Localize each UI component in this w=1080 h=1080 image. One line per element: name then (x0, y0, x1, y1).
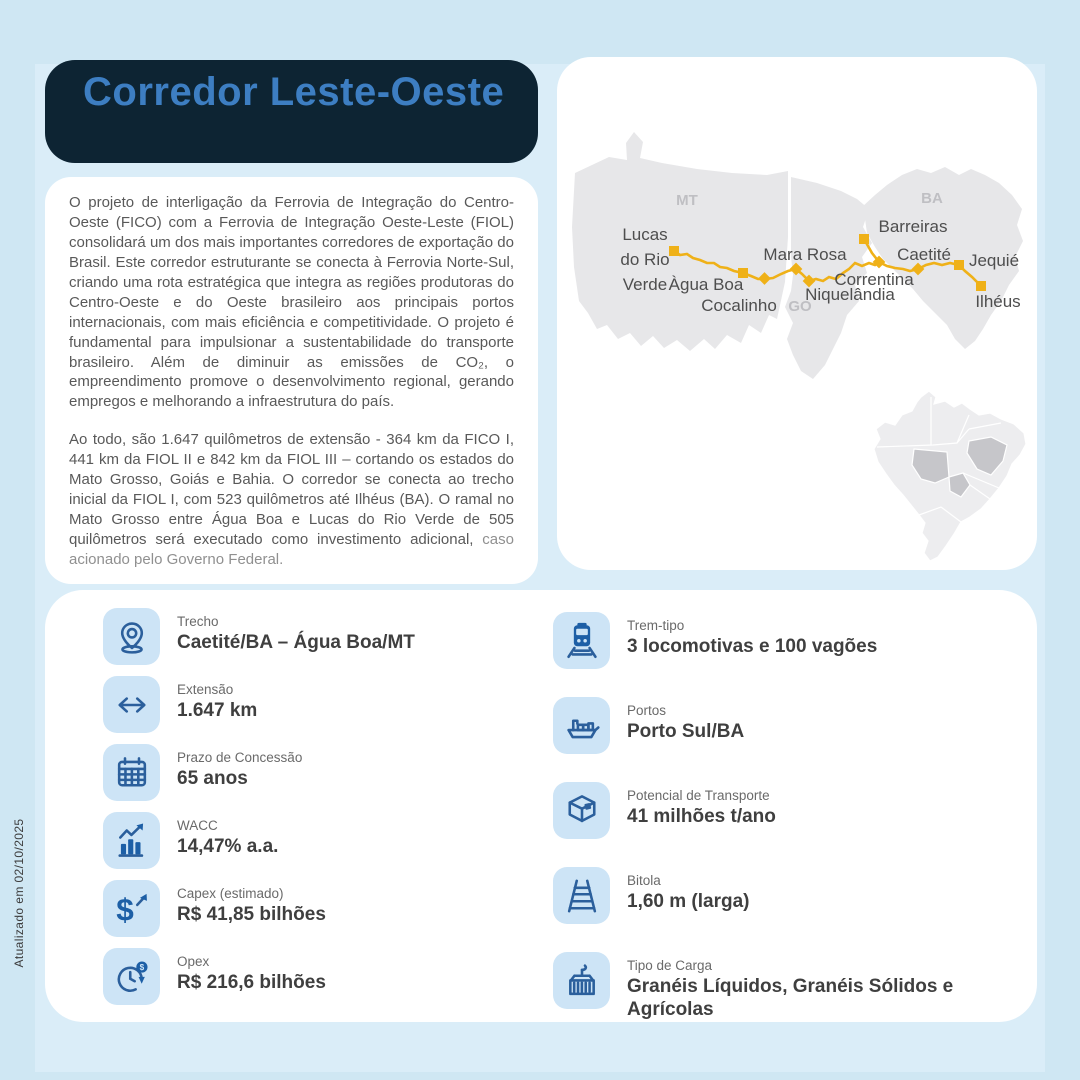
city-label-lucas-3: Verde (622, 275, 668, 294)
stat-row-potencial (553, 782, 957, 839)
stat-label: Capex (estimado) (177, 886, 284, 901)
clock-dollar-icon (103, 948, 160, 1005)
stat-label: Trem-tipo (627, 618, 685, 633)
page-title: Corredor Leste-Oeste (83, 70, 505, 114)
route-marker (976, 281, 986, 291)
city-label-barreiras: Barreiras (878, 217, 948, 236)
svg-text:$: $ (115, 891, 134, 928)
stats-column-left (103, 608, 415, 1005)
container-crane-icon (553, 952, 610, 1009)
stat-row-trem-tipo (553, 612, 957, 669)
city-label-ilheus: Ilhéus (975, 292, 1021, 311)
updated-date-label: Atualizado em 02/10/2025 (12, 818, 26, 968)
stat-value: 41 milhões t/ano (627, 806, 776, 827)
stat-value: R$ 41,85 bilhões (177, 904, 326, 925)
stat-row-portos (553, 697, 957, 754)
stat-value: 1,60 m (larga) (627, 891, 750, 912)
stat-row-prazo (103, 744, 415, 801)
stat-value: Porto Sul/BA (627, 721, 745, 742)
stat-value: Caetité/BA – Água Boa/MT (177, 632, 415, 653)
stat-row-opex (103, 948, 415, 1005)
rail-track-icon (553, 867, 610, 924)
state-label-ba: BA (921, 190, 943, 207)
location-pin-icon (103, 608, 160, 665)
stat-label: Bitola (627, 873, 661, 888)
stat-label: Trecho (177, 614, 219, 629)
city-label-niquelandia: Niquelândia (805, 285, 895, 304)
stat-row-wacc (103, 812, 415, 869)
stat-label: Prazo de Concessão (177, 750, 303, 765)
route-marker (954, 260, 964, 270)
stat-value: 14,47% a.a. (177, 836, 279, 857)
city-label-caetite: Caetité (897, 245, 951, 264)
train-icon (553, 612, 610, 669)
package-box-icon (553, 782, 610, 839)
state-label-mt: MT (676, 192, 698, 209)
description-paragraph-2-main: Ao todo, são 1.647 quilômetros de extensão - 364 km da FICO I, 441 km da FIOL II e 842 km da FIOL III – cortando os estados do Mato Grosso, Goiás e Bahia. O corredor se conecta ao trecho inicial da FIOL I, com 523 quilômetros até Ilhéus (BA). O ramal no Mato Grosso entre Água Boa e Lucas do Rio Verde de 505 quilômetros será executado como investimento adicional, (69, 431, 514, 548)
route-marker (859, 234, 869, 244)
description-card (45, 177, 538, 584)
stat-label: Extensão (177, 682, 234, 697)
title-card (45, 60, 538, 163)
mini-brazil-map (874, 391, 1026, 561)
description-paragraph-2 (69, 430, 514, 570)
stat-label: Tipo de Carga (627, 958, 713, 973)
description-paragraph-1: O projeto de interligação da Ferrovia de Integração do Centro-Oeste (FICO) com a Ferrovia de Integração Oeste-Leste (FIOL) consolidará um dos mais importantes corredores de exportação do Brasil. Este corredor estruturante se conecta à Ferrovia Norte-Sul, criando uma rota estratégica que integra as regiões produtoras do Centro-Oeste e do Oeste brasileiro aos principais portos internacionais, com mais eficiência e competitividade. O projeto é fundamental para impulsionar a sustentabilidade do transporte brasileiro. Além de diminuir as emissões de CO₂, o empreendimento promove o desenvolvimento regional, gerando empregos e melhorando a infraestrutura do país. (69, 194, 514, 411)
calendar-icon (103, 744, 160, 801)
stat-label: Portos (627, 703, 667, 718)
dollar-up-icon (103, 880, 160, 937)
stat-row-bitola (553, 867, 957, 924)
stat-row-tipo-carga (553, 952, 957, 1021)
stat-label: WACC (177, 818, 218, 833)
stat-value: 1.647 km (177, 700, 258, 721)
state-label-go: GO (788, 298, 812, 315)
city-label-mara-rosa: Mara Rosa (763, 245, 847, 264)
city-label-correntina: Correntina (834, 270, 914, 289)
city-label-cocalinho: Cocalinho (701, 296, 777, 315)
stat-label: Potencial de Transporte (627, 788, 770, 803)
stat-row-extensao (103, 676, 415, 733)
route-map-card (557, 57, 1037, 570)
stat-row-trecho (103, 608, 415, 665)
stat-value: 3 locomotivas e 100 vagões (627, 636, 878, 657)
route-map (557, 57, 1037, 570)
stat-row-capex (103, 880, 415, 937)
brazil-silhouette (874, 391, 1026, 561)
arrows-horizontal-icon (103, 676, 160, 733)
ship-icon (553, 697, 610, 754)
city-label-jequie: Jequié (968, 251, 1020, 270)
stat-label: Opex (177, 954, 210, 969)
route-marker (669, 246, 679, 256)
svg-text:$: $ (139, 962, 144, 972)
city-label-lucas-2: do Rio (620, 250, 670, 269)
city-label-lucas-1: Lucas (622, 225, 668, 244)
description-paragraph-2-light: caso acionado pelo Governo Federal. (69, 531, 514, 568)
city-label-agua-boa: Àgua Boa (668, 275, 744, 294)
stat-value: Granéis Líquidos, Granéis Sólidos e Agrícolas (627, 976, 954, 1021)
stats-card (45, 590, 1037, 1022)
stat-value: 65 anos (177, 768, 248, 789)
chart-growth-icon (103, 812, 160, 869)
stats-column-right (553, 612, 957, 1021)
stat-value: R$ 216,6 bilhões (177, 972, 326, 993)
state-shape-mt (572, 132, 788, 351)
